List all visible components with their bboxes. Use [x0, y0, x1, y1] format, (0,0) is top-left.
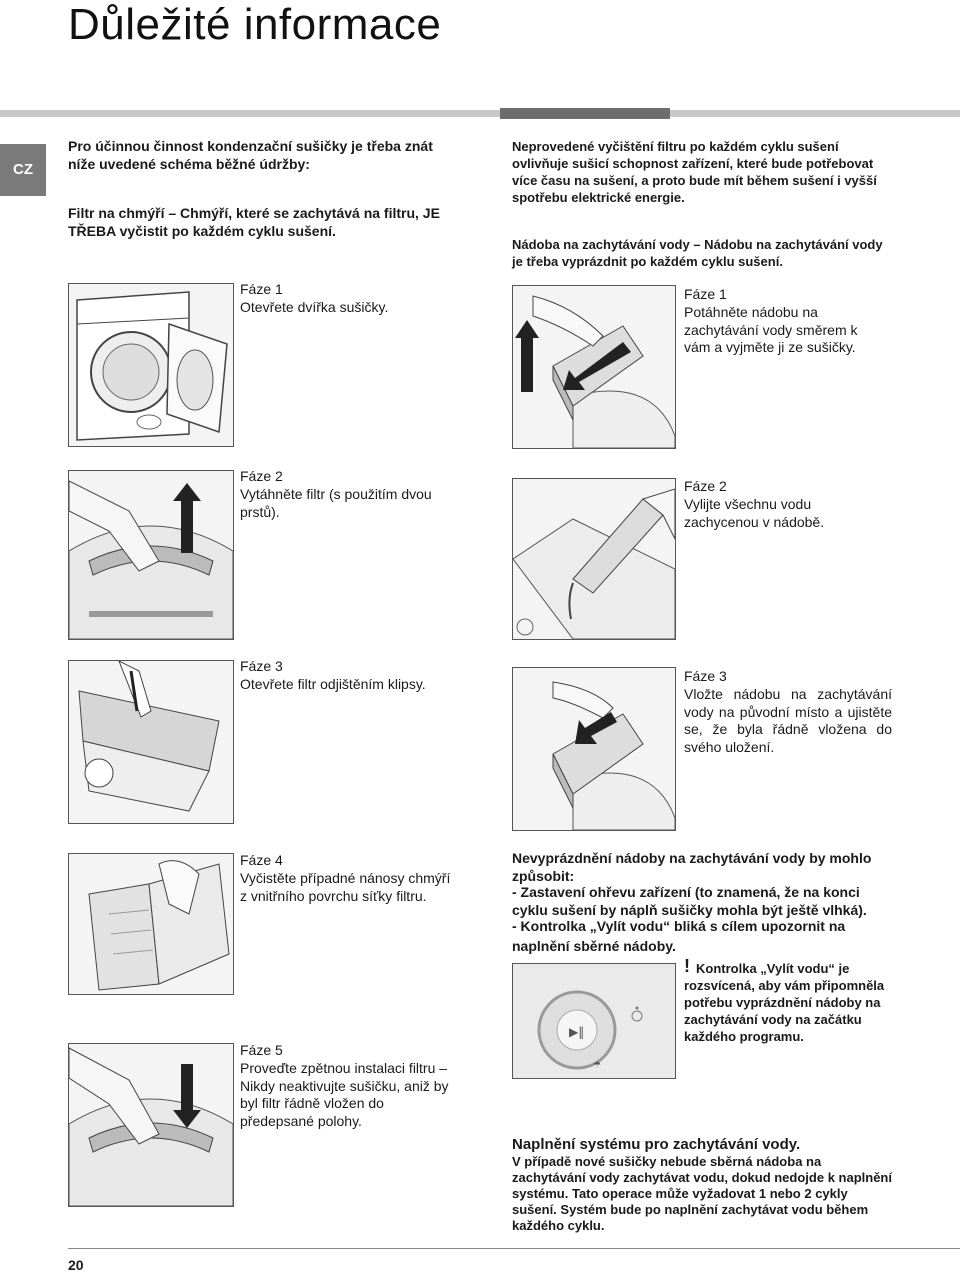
left-step4-text: Vyčistěte případné nánosy chmýří z vnitřního povrchu síťky filtru.	[240, 870, 451, 904]
header-rule-left	[0, 110, 500, 117]
warning-mark: !	[684, 956, 690, 976]
left-step1-phase: Fáze 1	[240, 281, 283, 297]
left-step3-text: Otevřete filtr odjištěním klipsy.	[240, 676, 426, 692]
right-step3-phase: Fáze 3	[684, 668, 727, 684]
figure-open-filter	[68, 660, 234, 824]
empty-warning-title: Nevyprázdnění nádoby na zachytávání vody by mohlo způsobit:	[512, 850, 872, 884]
figure-pull-container	[512, 285, 676, 449]
filter-note: Filtr na chmýří – Chmýří, které se zachytává na filtru, JE TŘEBA vyčistit po každém cyklu sušení.	[68, 205, 440, 239]
empty-warning-item-1: - Zastavení ohřevu zařízení (to znamená, že na konci cyklu sušení by náplň sušičky mohla být ještě vlhká).	[512, 884, 867, 918]
left-step2-text: Vytáhněte filtr (s použitím dvou prstů).	[240, 486, 432, 520]
left-step5-phase: Fáze 5	[240, 1042, 283, 1058]
intro-text: Pro účinnou činnost kondenzační sušičky je třeba znát níže uvedené schéma běžné údržby:	[68, 138, 433, 172]
empty-warning-item-2: - Kontrolka „Vylít vodu“ bliká s cílem upozornit na naplnění sběrné nádoby.	[512, 918, 846, 954]
system-title: Naplnění systému pro zachytávání vody.	[512, 1136, 801, 1153]
language-tab: CZ	[0, 144, 46, 196]
figure-clean-filter	[68, 853, 234, 995]
figure-reinstall-filter	[68, 1043, 234, 1207]
left-step2-phase: Fáze 2	[240, 468, 283, 484]
left-step3-phase: Fáze 3	[240, 658, 283, 674]
svg-text:▶‖: ▶‖	[569, 1025, 585, 1039]
page-title: Důležité informace	[68, 0, 442, 49]
filter-warning: Neprovedené vyčištění filtru po každém cyklu sušení ovlivňuje sušicí schopnost zařízení, které bude potřebovat více času na sušení, a proto bude mít během sušení i vyšší spotřebu elektrické energie.	[512, 139, 877, 205]
figure-control-panel	[512, 963, 676, 1079]
right-step1-text: Potáhněte nádobu na zachytávání vody směrem k vám a vyjměte ji ze sušičky.	[684, 304, 858, 355]
figure-insert-container	[512, 667, 676, 831]
indicator-note: Kontrolka „Vylít vodu“ je rozsvícená, aby vám připomněla potřebu vyprázdnění nádoby na zachytávání vody na začátku každého programu.	[684, 961, 885, 1044]
header-rule-right	[670, 110, 960, 117]
water-container-note: Nádoba na zachytávání vody – Nádobu na zachytávání vody je třeba vyprázdnit po každém cyklu sušení.	[512, 237, 883, 269]
figure-empty-container	[512, 478, 676, 640]
left-step1-text: Otevřete dvířka sušičky.	[240, 299, 389, 315]
svg-text:☂: ☂	[593, 1061, 602, 1071]
figure-pull-filter	[68, 470, 234, 640]
header-rule-accent	[500, 108, 670, 119]
system-text: V případě nové sušičky nebude sběrná nádoba na zachytávání vody zachytávat vodu, dokud nedojde k naplnění systému. Tato operace může vyžadovat 1 nebo 2 cykly sušení. Systém bude po naplnění zachytávat vodu během každého cyklu.	[512, 1154, 892, 1233]
footer-rule	[68, 1248, 960, 1249]
left-step4-phase: Fáze 4	[240, 852, 283, 868]
right-step1-phase: Fáze 1	[684, 286, 727, 302]
page-number: 20	[68, 1257, 84, 1273]
right-step3-text: Vložte nádobu na zachytávání vody na původní místo a ujistěte se, že byla řádně vložena do svého uložení.	[684, 686, 892, 755]
right-step2-text: Vylijte všechnu vodu zachycenou v nádobě.	[684, 496, 825, 530]
left-step5-text: Proveďte zpětnou instalaci filtru – Nikdy neaktivujte sušičku, aniž by byl filtr řádně vložen do předepsané polohy.	[240, 1060, 449, 1129]
figure-open-door	[68, 283, 234, 447]
right-step2-phase: Fáze 2	[684, 478, 727, 494]
